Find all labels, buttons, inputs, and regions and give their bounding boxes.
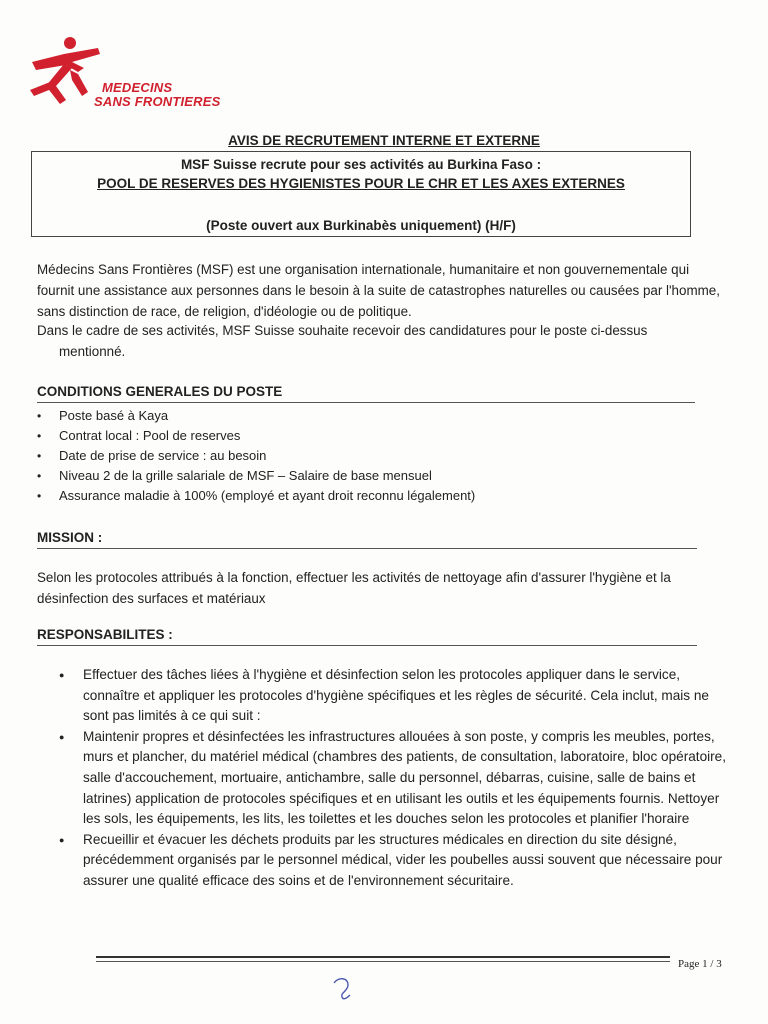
- position-title: POOL DE RESERVES DES HYGIENISTES POUR LE CHR ET LES AXES EXTERNES: [97, 176, 625, 191]
- list-item: • Date de prise de service : au besoin: [37, 446, 475, 466]
- footer-rule-thin: [96, 961, 670, 962]
- list-item: • Poste basé à Kaya: [37, 406, 475, 426]
- conditions-rule: [37, 402, 695, 403]
- mission-rule: [37, 548, 697, 549]
- list-item: ● Recueillir et évacuer les déchets produits par les structures médicales en direction du site désigné, précédemment organisés par le personnel médical, vider les poubelles aussi souvent que nécessaire pour assurer une qualité efficace des soins et de l'environnement sécuritaire.: [57, 830, 727, 892]
- intro-paragraph-2: [37, 320, 727, 362]
- list-item: ● Effectuer des tâches liées à l'hygiène et désinfection selon les protocoles appliquer dans le service, connaître et appliquer les protocoles d'hygiène spécifiques et les règles de sécurité. Cela inclut, mais ne sont pas limités à ce qui suit :: [57, 665, 727, 727]
- intro-p2-line2: mentionné.: [59, 344, 126, 359]
- mission-text: Selon les protocoles attribués à la fonction, effectuer les activités de nettoyage afin d'assurer l'hygiène et la désinfection des surfaces et matériaux: [37, 570, 671, 606]
- list-item: • Niveau 2 de la grille salariale de MSF – Salaire de base mensuel: [37, 466, 475, 486]
- footer-rule: [96, 956, 670, 958]
- logo-text-sans-frontieres: SANS FRONTIERES: [94, 94, 221, 109]
- responsabilites-list: [57, 665, 727, 892]
- mission-heading: MISSION :: [37, 530, 103, 545]
- eligibility-note: (Poste ouvert aux Burkinabès uniquement) (H/F): [206, 218, 516, 233]
- intro-p2-line1: Dans le cadre de ses activités, MSF Suisse souhaite recevoir des candidatures pour le poste ci-dessus: [37, 323, 648, 338]
- handwritten-initials-icon: [330, 975, 356, 1003]
- list-item: • Contrat local : Pool de reserves: [37, 426, 475, 446]
- job-title-box: [31, 151, 691, 237]
- responsabilites-heading: RESPONSABILITES :: [37, 627, 173, 642]
- intro-paragraph: Médecins Sans Frontières (MSF) est une organisation internationale, humanitaire et non gouvernementale qui fournit une assistance aux personnes dans le besoin à la suite de catastrophes naturelles ou causées par l'homme, sans distinction de race, de religion, d'idéologie ou de politique.: [37, 262, 720, 319]
- page-number: Page 1 / 3: [678, 958, 722, 970]
- logo-text-medecins: MEDECINS: [102, 80, 173, 95]
- conditions-heading: CONDITIONS GENERALES DU POSTE: [37, 384, 283, 399]
- list-item: ● Maintenir propres et désinfectées les infrastructures allouées à son poste, y compris les meubles, portes, murs et plancher, du matériel médical (chambres des patients, de consultation, laboratoire, bloc opératoire, salle d'accouchement, mortuaire, antichambre, salle du personnel, débarras, cuisine, salle de bains et latrines) application de protocoles spécifiques et en utilisant les outils et les équipements fournis. Nettoyer les sols, les équipements, les lits, les toilettes et les douches selon les protocoles et planifier l'horaire: [57, 727, 727, 830]
- msf-logo: [26, 34, 221, 110]
- notice-title: AVIS DE RECRUTEMENT INTERNE ET EXTERNE: [228, 133, 540, 148]
- list-item: • Assurance maladie à 100% (employé et ayant droit reconnu légalement): [37, 486, 475, 506]
- conditions-list: [37, 406, 475, 506]
- responsabilites-rule: [37, 645, 697, 646]
- recruiter-line: MSF Suisse recrute pour ses activités au Burkina Faso :: [180, 157, 542, 172]
